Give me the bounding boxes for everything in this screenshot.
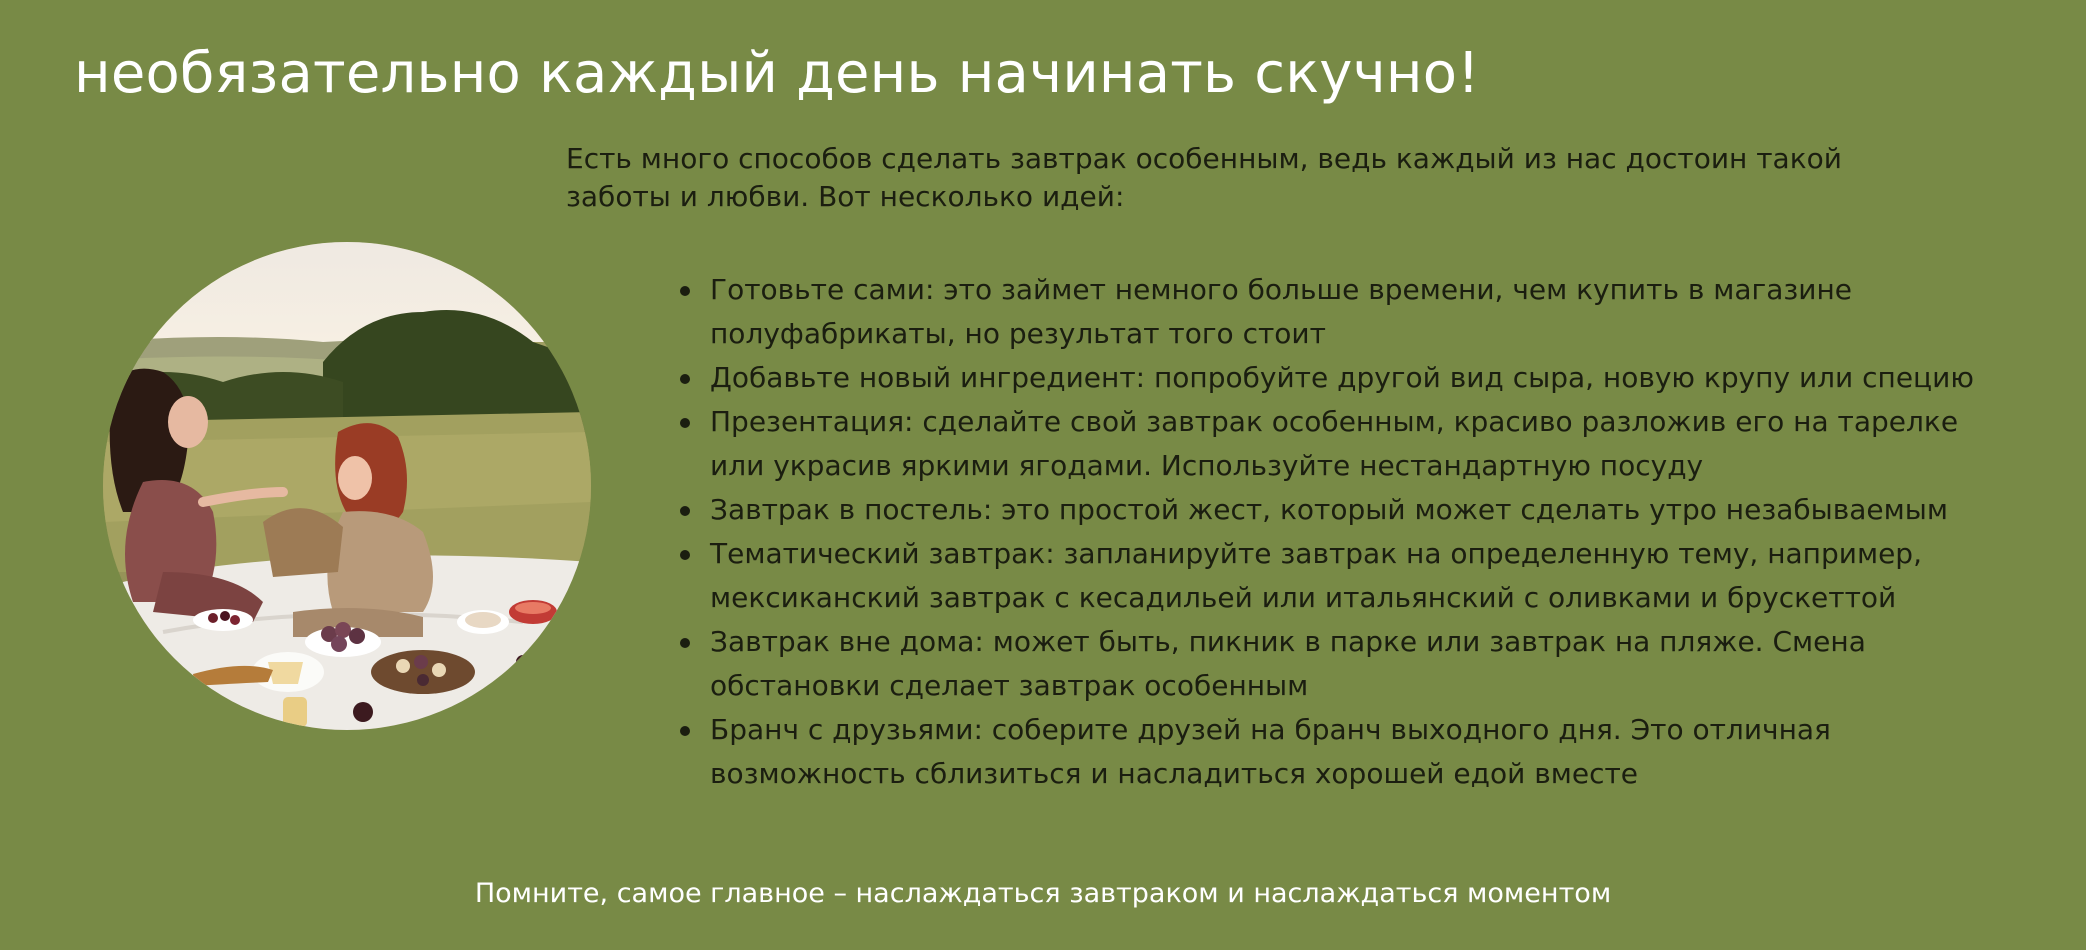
tips-list bbox=[710, 268, 2010, 796]
list-item-line: Презентация: сделайте свой завтрак особенным, красиво разложив его на тарелке bbox=[710, 405, 1959, 438]
list-item bbox=[710, 356, 2010, 400]
picnic-photo-illustration bbox=[103, 242, 591, 730]
list-item-line: обстановки сделает завтрак особенным bbox=[710, 669, 1309, 702]
list-item bbox=[710, 708, 2010, 796]
list-item bbox=[710, 400, 2010, 488]
list-item-line: полуфабрикаты, но результат того стоит bbox=[710, 317, 1326, 350]
list-item-line: Добавьте новый ингредиент: попробуйте другой вид сыра, новую крупу или специю bbox=[710, 361, 1974, 394]
list-item-line: Тематический завтрак: запланируйте завтрак на определенную тему, например, bbox=[710, 537, 1922, 570]
list-item bbox=[710, 488, 2010, 532]
list-item bbox=[710, 532, 2010, 620]
page-title: необязательно каждый день начинать скучно! bbox=[74, 41, 1480, 106]
picnic-photo bbox=[103, 242, 591, 730]
closing-note: Помните, самое главное – наслаждаться завтраком и наслаждаться моментом bbox=[474, 878, 1612, 909]
list-item-line: возможность сблизиться и насладиться хорошей едой вместе bbox=[710, 757, 1639, 790]
list-item-line: Завтрак вне дома: может быть, пикник в парке или завтрак на пляже. Смена bbox=[710, 625, 1866, 658]
intro-paragraph bbox=[566, 140, 1966, 216]
list-item-line: Готовьте сами: это займет немного больше времени, чем купить в магазине bbox=[710, 273, 1853, 306]
list-item-line: Завтрак в постель: это простой жест, который может сделать утро незабываемым bbox=[710, 493, 1948, 526]
list-item-line: Бранч с друзьями: соберите друзей на бранч выходного дня. Это отличная bbox=[710, 713, 1831, 746]
list-item-line: мексиканский завтрак с кесадильей или итальянский с оливками и брускеттой bbox=[710, 581, 1897, 614]
list-item bbox=[710, 268, 2010, 356]
list-item bbox=[710, 620, 2010, 708]
intro-line: Есть много способов сделать завтрак особенным, ведь каждый из нас достоин такой bbox=[566, 142, 1842, 175]
intro-line: заботы и любви. Вот несколько идей: bbox=[566, 180, 1125, 213]
list-item-line: или украсив яркими ягодами. Используйте нестандартную посуду bbox=[710, 449, 1704, 482]
